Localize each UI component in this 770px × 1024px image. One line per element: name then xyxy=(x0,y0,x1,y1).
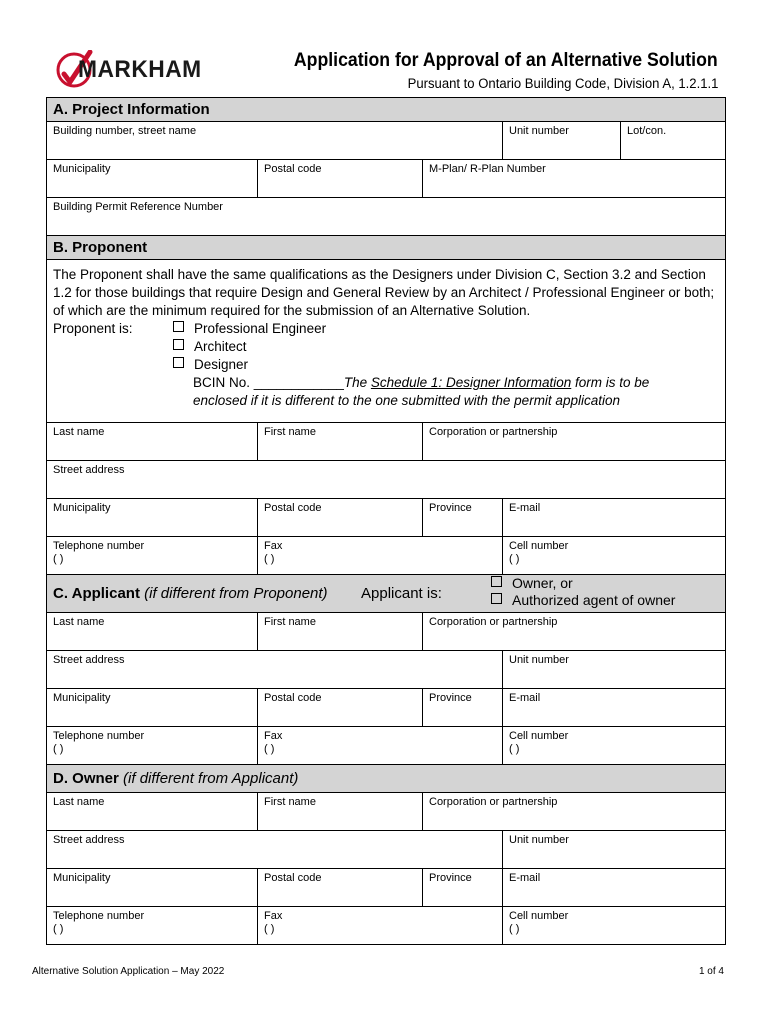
applicant-name-row xyxy=(47,613,725,651)
area-code: ( ) xyxy=(509,923,520,935)
applicant-is-label: Applicant is: xyxy=(361,585,442,602)
applicant-municipality-field[interactable] xyxy=(47,689,258,726)
proponent-fax-field[interactable] xyxy=(258,537,503,574)
checkbox-icon[interactable] xyxy=(173,357,184,368)
fax-label: Fax xyxy=(264,730,283,742)
applicant-postal-field[interactable] xyxy=(258,689,423,726)
proponent-corp-field[interactable] xyxy=(423,423,725,460)
checkbox-icon[interactable] xyxy=(173,339,184,350)
last-name-label: Last name xyxy=(53,796,105,808)
owner-last-name-field[interactable] xyxy=(47,793,258,830)
schedule-1-link[interactable]: Schedule 1: Designer Information xyxy=(370,375,572,390)
unit-number-label: Unit number xyxy=(509,125,569,137)
proponent-street-row xyxy=(47,461,725,499)
postal-code-field[interactable] xyxy=(258,160,423,197)
owner-street-row xyxy=(47,831,725,869)
checkbox-icon[interactable] xyxy=(491,593,502,604)
page-subtitle: Pursuant to Ontario Building Code, Division A, 1.2.1.1 xyxy=(407,76,718,91)
building-number-label: Building number, street name xyxy=(53,125,197,137)
owner-fax-field[interactable] xyxy=(258,907,503,944)
municipality-label: Municipality xyxy=(53,502,111,514)
owner-name-row xyxy=(47,793,725,831)
postal-code-label: Postal code xyxy=(264,872,322,884)
fax-label: Fax xyxy=(264,910,283,922)
applicant-last-name-field[interactable] xyxy=(47,613,258,650)
footer-page-number: 1 of 4 xyxy=(698,966,724,977)
applicant-corp-field[interactable] xyxy=(423,613,725,650)
first-name-label: First name xyxy=(264,616,316,628)
first-name-label: First name xyxy=(264,796,316,808)
proponent-municipality-field[interactable] xyxy=(47,499,258,536)
project-address-row xyxy=(47,122,725,160)
municipality-label: Municipality xyxy=(53,692,111,704)
area-code: ( ) xyxy=(53,743,64,755)
applicant-phone-row xyxy=(47,727,725,765)
lot-con-field[interactable] xyxy=(621,122,725,159)
telephone-label: Telephone number xyxy=(53,730,145,742)
province-label: Province xyxy=(429,692,472,704)
building-number-field[interactable] xyxy=(47,122,503,159)
proponent-option-line-2 xyxy=(53,338,719,356)
email-label: E-mail xyxy=(509,502,541,514)
proponent-description xyxy=(47,260,725,423)
option-owner-label: Owner, or xyxy=(512,575,573,591)
mplan-field[interactable] xyxy=(423,160,725,197)
permit-ref-row xyxy=(47,198,725,236)
project-location-row xyxy=(47,160,725,198)
corp-label: Corporation or partnership xyxy=(429,796,558,808)
area-code: ( ) xyxy=(509,743,520,755)
area-code: ( ) xyxy=(53,923,64,935)
unit-number-field[interactable] xyxy=(503,122,621,159)
area-code: ( ) xyxy=(509,553,520,565)
bcin-note-pre: The xyxy=(343,375,371,390)
proponent-is-label: Proponent is: xyxy=(53,321,133,336)
corp-label: Corporation or partnership xyxy=(429,616,558,628)
owner-email-field[interactable] xyxy=(503,869,725,906)
proponent-phone-row xyxy=(47,537,725,575)
proponent-email-field[interactable] xyxy=(503,499,725,536)
bcin-line xyxy=(53,374,719,392)
applicant-province-field[interactable] xyxy=(423,689,503,726)
bcin-label[interactable]: BCIN No. ____________ xyxy=(193,375,344,390)
owner-location-row xyxy=(47,869,725,907)
corp-label: Corporation or partnership xyxy=(429,426,558,438)
option-designer-label: Designer xyxy=(194,357,249,372)
applicant-email-field[interactable] xyxy=(503,689,725,726)
applicant-fax-field[interactable] xyxy=(258,727,503,764)
province-label: Province xyxy=(429,872,472,884)
option-agent-label: Authorized agent of owner xyxy=(512,592,676,608)
option-owner[interactable] xyxy=(491,575,675,592)
permit-ref-field[interactable] xyxy=(47,198,725,235)
telephone-label: Telephone number xyxy=(53,540,145,552)
proponent-paragraph: The Proponent shall have the same qualifications as the Designers under Division C, Section 3.2 and Section 1.2 for those buildings that require Design and General Review by an Architect / Professional Engineer or both; of which are the minimum required for the submission of an Alternative Solution. xyxy=(53,267,715,318)
bcin-text xyxy=(193,374,649,392)
mplan-label: M-Plan/ R-Plan Number xyxy=(429,163,546,175)
page-title: Application for Approval of an Alternative Solution xyxy=(294,50,718,71)
area-code: ( ) xyxy=(53,553,64,565)
applicant-street-row xyxy=(47,651,725,689)
owner-first-name-field[interactable] xyxy=(258,793,423,830)
street-label: Street address xyxy=(53,464,125,476)
area-code: ( ) xyxy=(264,743,275,755)
proponent-street-field[interactable] xyxy=(47,461,725,498)
footer-document-name: Alternative Solution Application – May 2022 xyxy=(32,966,225,977)
province-label: Province xyxy=(429,502,472,514)
section-d-title: D. Owner xyxy=(53,770,119,787)
section-c-heading xyxy=(47,575,725,613)
permit-ref-label: Building Permit Reference Number xyxy=(53,201,223,213)
option-architect[interactable] xyxy=(173,338,247,356)
option-professional-engineer[interactable] xyxy=(173,320,326,338)
municipality-field[interactable] xyxy=(47,160,258,197)
lot-con-label: Lot/con. xyxy=(627,125,667,137)
section-c-subtitle: (if different from Proponent) xyxy=(144,585,328,602)
email-label: E-mail xyxy=(509,692,541,704)
applicant-options xyxy=(491,575,675,609)
option-agent[interactable] xyxy=(491,592,675,609)
applicant-unit-field[interactable] xyxy=(503,651,725,688)
street-label: Street address xyxy=(53,654,125,666)
owner-province-field[interactable] xyxy=(423,869,503,906)
checkbox-icon[interactable] xyxy=(173,321,184,332)
proponent-first-name-field[interactable] xyxy=(258,423,423,460)
municipality-label: Municipality xyxy=(53,163,111,175)
bcin-line-2 xyxy=(53,392,719,410)
first-name-label: First name xyxy=(264,426,316,438)
proponent-last-name-field[interactable] xyxy=(47,423,258,460)
telephone-label: Telephone number xyxy=(53,910,145,922)
owner-phone-row xyxy=(47,907,725,945)
owner-postal-field[interactable] xyxy=(258,869,423,906)
area-code: ( ) xyxy=(264,923,275,935)
applicant-telephone-field[interactable] xyxy=(47,727,258,764)
postal-code-label: Postal code xyxy=(264,692,322,704)
section-b-heading: B. Proponent xyxy=(47,236,725,260)
proponent-postal-field[interactable] xyxy=(258,499,423,536)
logo-text: MARKHAM xyxy=(78,56,202,83)
applicant-cell-field[interactable] xyxy=(503,727,725,764)
markham-logo xyxy=(56,50,206,90)
fax-label: Fax xyxy=(264,540,283,552)
last-name-label: Last name xyxy=(53,426,105,438)
owner-municipality-field[interactable] xyxy=(47,869,258,906)
section-d-heading xyxy=(47,765,725,793)
proponent-telephone-field[interactable] xyxy=(47,537,258,574)
applicant-location-row xyxy=(47,689,725,727)
cell-label: Cell number xyxy=(509,540,569,552)
bcin-note-post: form is to be xyxy=(571,375,650,390)
unit-label: Unit number xyxy=(509,654,569,666)
applicant-street-field[interactable] xyxy=(47,651,503,688)
postal-code-label: Postal code xyxy=(264,163,322,175)
option-designer[interactable] xyxy=(173,356,248,374)
owner-cell-field[interactable] xyxy=(503,907,725,944)
owner-unit-field[interactable] xyxy=(503,831,725,868)
area-code: ( ) xyxy=(264,553,275,565)
option-professional-engineer-label: Professional Engineer xyxy=(194,321,327,336)
owner-corp-field[interactable] xyxy=(423,793,725,830)
cell-label: Cell number xyxy=(509,730,569,742)
owner-street-field[interactable] xyxy=(47,831,503,868)
applicant-first-name-field[interactable] xyxy=(258,613,423,650)
municipality-label: Municipality xyxy=(53,872,111,884)
unit-label: Unit number xyxy=(509,834,569,846)
application-form xyxy=(46,97,726,945)
proponent-cell-field[interactable] xyxy=(503,537,725,574)
proponent-location-row xyxy=(47,499,725,537)
checkbox-icon[interactable] xyxy=(491,576,502,587)
owner-telephone-field[interactable] xyxy=(47,907,258,944)
section-a-heading: A. Project Information xyxy=(47,98,725,122)
section-d-subtitle: (if different from Applicant) xyxy=(123,770,299,787)
proponent-option-line-1 xyxy=(53,320,719,338)
street-label: Street address xyxy=(53,834,125,846)
option-architect-label: Architect xyxy=(194,339,247,354)
proponent-option-line-3 xyxy=(53,356,719,374)
proponent-province-field[interactable] xyxy=(423,499,503,536)
section-c-title: C. Applicant xyxy=(53,585,140,602)
proponent-name-row xyxy=(47,423,725,461)
email-label: E-mail xyxy=(509,872,541,884)
cell-label: Cell number xyxy=(509,910,569,922)
bcin-note-2: enclosed if it is different to the one submitted with the permit application xyxy=(193,393,620,408)
postal-code-label: Postal code xyxy=(264,502,322,514)
last-name-label: Last name xyxy=(53,616,105,628)
